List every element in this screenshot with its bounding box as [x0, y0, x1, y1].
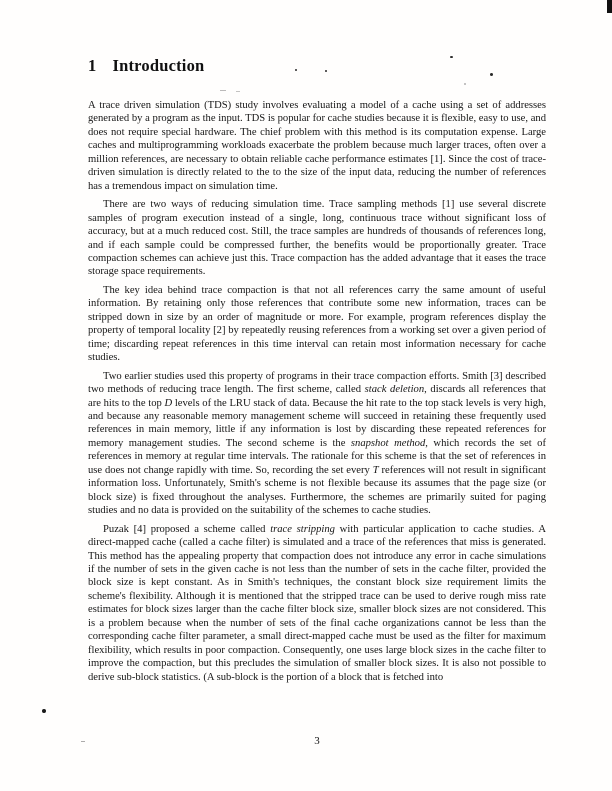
ink-speck [295, 69, 297, 71]
section-heading [88, 56, 204, 76]
text-run: , which records the set of references in memory at regular time intervals. The rationale for this scheme is that the set of references in use does not change rapidly with time. So, recording the set every [88, 437, 546, 476]
margin-ink-dash [81, 741, 85, 742]
section-title: Introduction [112, 56, 205, 75]
ink-speck [325, 70, 327, 72]
italic-term: T [372, 464, 379, 476]
text-run: The key idea behind trace compaction is that not all references carry the same amount of useful information. By retaining only those references that contribute some new information, traces can be stripped down in size by an order of magnitude or more. For example, program references display the property of temporal locality [2] by repeatedly reusing references from a working set over a given period of time; discarding repeat references in this time interval can retain most information necessary for cache studies. [88, 284, 546, 364]
ink-speck [236, 91, 240, 92]
text-run: references will not result in significant information loss. Unfortunately, Smith's scheme is not flexible because its assumes that the page size (or block size) is fixed throughout the analyses. Furthermore, the schemes are primarily suited for paging studies and no data is provided on the suitability of the schemes to cache studies. [88, 464, 546, 517]
italic-term: stack deletion [364, 384, 425, 396]
scan-corner-mark [607, 0, 612, 13]
paragraph [88, 523, 546, 684]
margin-ink-dot [42, 709, 46, 713]
italic-term: D [164, 397, 173, 409]
text-run: , discards all references that are hits to the top [88, 384, 546, 409]
ink-speck [464, 83, 466, 85]
text-run: levels of the LRU stack of data. Because the hit rate to the top stack levels is very high, and because any reasonable memory management scheme will succeed in retaining these frequently used references in main memory, little if any information is lost by discarding these repeated references for memory management studies. The second scheme is the [88, 397, 547, 449]
section-number: 1 [88, 56, 97, 75]
paragraph [88, 99, 546, 193]
paragraph [88, 284, 546, 365]
text-run: Puzak [4] proposed a scheme called [103, 523, 271, 535]
body-text-column [88, 99, 546, 689]
text-run: Two earlier studies used this property of programs in their trace compaction efforts. Smith [3] described two methods of reducing trace length. The first scheme, called [88, 370, 546, 396]
page-number: 3 [314, 735, 320, 747]
text-run: There are two ways of reducing simulation time. Trace sampling methods [1] use several discrete samples of program execution instead of a single, long, continuous trace without significant loss of accuracy, but at a much reduced cost. Still, the trace samples are hundreds of thousands of references long, and if each sample could be compressed further, the benefits would be proportionally greater. Trace compaction schemes can achieve just this. Trace compaction has the added advantage that it eases the trace storage space requirements. [88, 199, 546, 278]
italic-term: snapshot method [350, 437, 426, 449]
ink-speck [220, 90, 226, 91]
text-run: A trace driven simulation (TDS) study involves evaluating a model of a cache using a set of addresses generated by a program as the input. TDS is popular for cache studies because it is flexible, easy to use, and does not require special hardware. The chief problem with this method is its computation expense. Large caches and multiprogramming workloads exacerbate the problem because much larger traces, often over a million references, are necessary to obtain reliable cache performance estimates [1]. Since the cost of trace-driven simulation is directly related to the to the size of the input data, reducing the number of references has a tremendous impact on simulation time. [88, 100, 546, 192]
text-run: with particular application to cache studies. A direct-mapped cache (called a cache filter) is simulated and a trace of the references that miss is generated. This method has the appealing property that compaction does not introduce any error in cache simulations if the number of sets in the given cache is not less than the number of sets in the cache filter, provided the block size is kept constant. As in Smith's techniques, the constant block size requirement limits the scheme's flexibility. Although it is mentioned that the stripped trace can be used to derive rough miss rate estimates for block sizes larger than the cache filter block size, smaller block sizes are not considered. This is a problem because when the number of sets of the final cache organizations cannot be less than the corresponding cache filter parameter, a small direct-mapped cache must be used as the filter for maximum flexibility, which results in poor compaction. Consequently, one uses large block sizes in the cache filter to improve the compaction, but this precludes the simulation of smaller block sizes. It is also not possible to derive sub-block statistics. (A sub-block is the portion of a block that is fetched into [88, 523, 546, 683]
paragraph [88, 370, 546, 518]
italic-term: trace stripping [270, 523, 335, 535]
ink-speck [490, 73, 493, 76]
ink-speck [450, 56, 453, 58]
paragraph [88, 198, 546, 279]
